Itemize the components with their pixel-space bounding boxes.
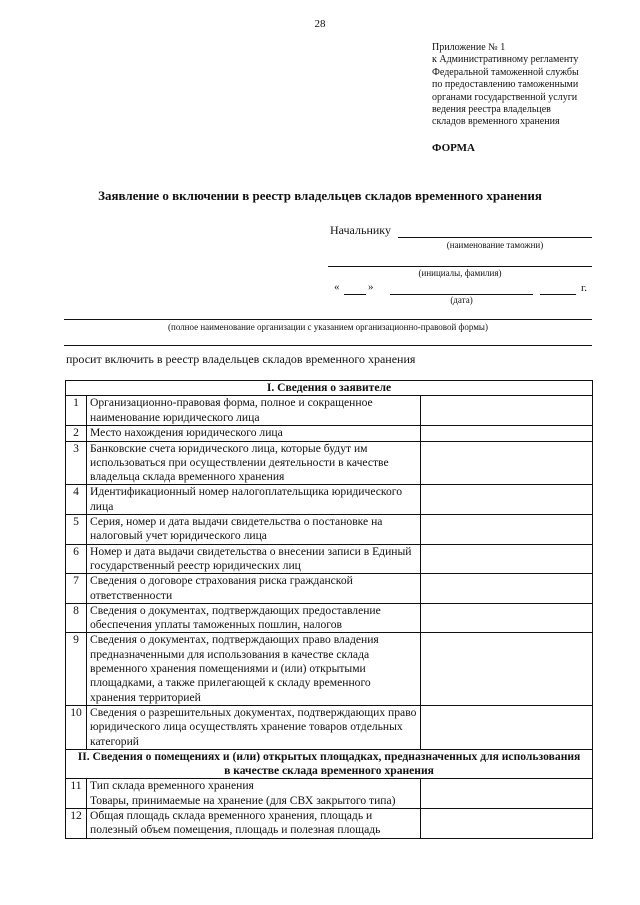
row-value-cell[interactable] [421, 396, 593, 426]
row-label: Банковские счета юридического лица, которые будут им использоваться при осуществлении деятельности в качестве владельца склада временного хранения [87, 441, 421, 485]
page-number: 28 [314, 18, 326, 30]
section-header-row [66, 381, 593, 396]
appendix-block [432, 42, 622, 129]
row-label [87, 779, 421, 809]
row-number: 3 [66, 441, 87, 485]
appendix-line: органами государственной услуги [432, 91, 578, 103]
row-label-line: Тип склада временного хранения [90, 779, 254, 793]
date-caption: (дата) [450, 295, 473, 305]
to-chief-label: Начальнику [330, 223, 391, 237]
table-row [66, 633, 593, 705]
customs-name-line[interactable] [398, 237, 592, 238]
row-value-cell[interactable] [421, 515, 593, 545]
row-label: Сведения о документах, подтверждающих предоставление обеспечения уплаты таможенных пошлин, налогов [87, 603, 421, 633]
row-label: Место нахождения юридического лица [87, 426, 421, 441]
organization-name-line[interactable] [64, 319, 592, 320]
request-text: просит включить в реестр владельцев складов временного хранения [66, 352, 416, 366]
appendix-line: к Административному регламенту [432, 54, 579, 66]
organization-caption: (полное наименование организации с указанием организационно-правовой формы) [168, 322, 488, 332]
section-2-title: II. Сведения о помещениях и (или) открытых площадках, предназначенных для использования в качестве склада временного хранения [66, 749, 593, 779]
table-row [66, 603, 593, 633]
document-title: Заявление о включении в реестр владельцев складов временного хранения [98, 188, 542, 203]
row-number: 10 [66, 705, 87, 749]
quote-open: « [334, 281, 340, 293]
row-value-cell[interactable] [421, 809, 593, 839]
row-number: 2 [66, 426, 87, 441]
section-1-title: I. Сведения о заявителе [66, 381, 593, 396]
row-label-line: Товары, принимаемые на хранение (для СВХ закрытого типа) [90, 793, 396, 807]
row-number: 8 [66, 603, 87, 633]
row-number: 5 [66, 515, 87, 545]
table-row [66, 705, 593, 749]
row-number: 1 [66, 396, 87, 426]
row-label: Сведения о договоре страхования риска гражданской ответственности [87, 574, 421, 604]
row-number: 9 [66, 633, 87, 705]
row-label: Номер и дата выдачи свидетельства о внесении записи в Единый государственный реестр юридических лиц [87, 544, 421, 574]
row-number: 6 [66, 544, 87, 574]
row-value-cell[interactable] [421, 779, 593, 809]
forma-label: ФОРМА [432, 142, 475, 154]
organization-name-line-2[interactable] [64, 345, 592, 346]
table-row [66, 574, 593, 604]
row-value-cell[interactable] [421, 705, 593, 749]
appendix-line: складов временного хранения [432, 116, 560, 128]
row-label: Сведения о разрешительных документах, подтверждающих право юридического лица осуществлять хранение товаров отдельных категорий [87, 705, 421, 749]
appendix-line: ведения реестра владельцев [432, 104, 551, 116]
date-day-line[interactable] [344, 294, 366, 295]
year-suffix: г. [581, 282, 588, 294]
row-number: 12 [66, 809, 87, 839]
initials-caption: (инициалы, фамилия) [418, 268, 502, 278]
row-value-cell[interactable] [421, 574, 593, 604]
row-number: 11 [66, 779, 87, 809]
quote-close: » [368, 281, 374, 293]
customs-caption: (наименование таможни) [446, 240, 544, 250]
section-header-row [66, 749, 593, 779]
table-row [66, 426, 593, 441]
table-row [66, 396, 593, 426]
row-value-cell[interactable] [421, 426, 593, 441]
table-row [66, 441, 593, 485]
row-number: 7 [66, 574, 87, 604]
row-label: Общая площадь склада временного хранения, площадь и полезный объем помещения, площадь и полезная площадь [87, 809, 421, 839]
table-row [66, 779, 593, 809]
row-value-cell[interactable] [421, 603, 593, 633]
row-value-cell[interactable] [421, 633, 593, 705]
table-row [66, 809, 593, 839]
appendix-line: Приложение № 1 [432, 42, 506, 53]
table-row [66, 515, 593, 545]
row-label: Идентификационный номер налогоплательщика юридического лица [87, 485, 421, 515]
initials-line[interactable] [328, 266, 592, 267]
row-value-cell[interactable] [421, 544, 593, 574]
date-year-line[interactable] [540, 294, 576, 295]
table-row [66, 485, 593, 515]
row-number: 4 [66, 485, 87, 515]
table-row [66, 544, 593, 574]
row-value-cell[interactable] [421, 441, 593, 485]
row-value-cell[interactable] [421, 485, 593, 515]
row-label: Организационно-правовая форма, полное и сокращенное наименование юридического лица [87, 396, 421, 426]
application-form-table [65, 380, 593, 839]
row-label: Сведения о документах, подтверждающих право владения предназначенными для использования в качестве склада временного хранения помещениями и (или) открытыми площадками, а также прилегающей к складу временного хранения территорией [87, 633, 421, 705]
row-label: Серия, номер и дата выдачи свидетельства о постановке на налоговый учет юридического лица [87, 515, 421, 545]
appendix-line: по предоставлению таможенными [432, 79, 579, 91]
appendix-line: Федеральной таможенной службы [432, 66, 579, 78]
